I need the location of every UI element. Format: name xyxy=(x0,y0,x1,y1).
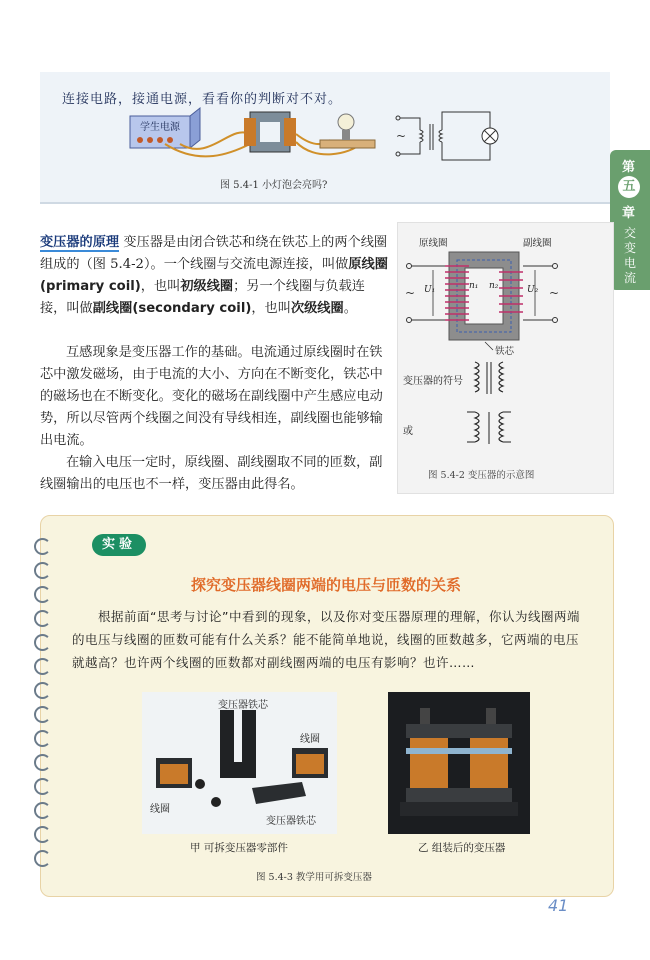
paragraph-voltage-turns: 在输入电压一定时，原线圈、副线圈取不同的匝数，副线圈输出的电压也不一样，变压器由此得名。 xyxy=(40,455,383,492)
chapter-tab xyxy=(610,150,650,290)
label-coil-right: 线圈 xyxy=(300,734,320,745)
label-primary-coil: 原线圈 xyxy=(419,238,448,249)
experiment-title: 探究变压器线圈两端的电压与匝数的关系 xyxy=(190,576,461,594)
figure-caption-5-4-3: 图 5.4-3 教学用可拆变压器 xyxy=(256,872,372,883)
chapter-suffix: 章 xyxy=(622,206,636,221)
label-core-bottom: 变压器铁芯 xyxy=(266,816,316,827)
paragraph-text: 变压器是由闭合铁芯和绕在铁芯上的两个线圈组成的（图 5.4-2）。一个线圈与交流电源连接，叫做 xyxy=(40,235,388,272)
label-n1: n₁ xyxy=(469,281,479,291)
term-secondary-coil-en: (secondary coil) xyxy=(132,301,252,316)
label-core-top: 变压器铁芯 xyxy=(218,700,268,711)
figure-caption-5-4-1: 图 5.4-1 小灯泡会亮吗? xyxy=(220,180,328,191)
label-coil-left: 线圈 xyxy=(150,804,170,815)
label-ac-input: ~ xyxy=(405,286,416,300)
paragraph-mutual-induction: 互感现象是变压器工作的基础。电流通过原线圈时在铁芯中激发磁场，由于电流的大小、方向在不断变化，铁芯中的磁场也在不断变化。变化的磁场在副线圈中产生感应电动势，所以尽管两个线圈之间没有导线相连，副线圈也能够输出电流。 xyxy=(40,345,383,448)
label-iron-core: 铁芯 xyxy=(495,346,515,357)
page-number: 41 xyxy=(548,896,569,915)
exercise-instruction: 连接电路，接通电源，看看你的判断对不对。 xyxy=(62,92,343,107)
chapter-number-badge: 五 xyxy=(618,176,640,198)
label-ac-output: ~ xyxy=(549,286,560,300)
label-transformer-symbol: 变压器的符号 xyxy=(403,376,463,387)
paragraph-text: 。 xyxy=(343,301,357,316)
term-sub-coil: 次级线圈 xyxy=(290,301,344,316)
term-primary-coil: 原线圈 xyxy=(348,257,388,272)
photo-caption-b: 乙 组装后的变压器 xyxy=(418,842,506,854)
photo-transformer-parts xyxy=(142,692,337,834)
section-heading: 变压器的原理 xyxy=(40,235,120,250)
label-n2: n₂ xyxy=(489,281,499,291)
transformer-diagram xyxy=(397,222,612,462)
label-u2: U₂ xyxy=(527,285,539,295)
label-secondary-coil: 副线圈 xyxy=(523,238,552,249)
term-initial-coil: 初级线圈 xyxy=(180,279,234,294)
paragraph-text: ，也叫 xyxy=(251,301,291,316)
photo-caption-a: 甲 可拆变压器零部件 xyxy=(190,842,288,854)
circuit-schematic xyxy=(390,104,510,166)
paragraph-transformer-principle xyxy=(40,232,390,320)
experiment-text: 根据前面“思考与讨论”中看到的现象，以及你对变压器原理的理解，你认为线圈两端的电压与线圈的匝数可能有什么关系？能不能简单地说，线圈的匝数越多，它两端的电压就越高？也许两个线圈的匝数都对副线圈两端的电压有影响？也许…… xyxy=(72,609,580,670)
label-or: 或 xyxy=(403,426,413,437)
circuit-illustration xyxy=(120,104,380,168)
svg-text:~: ~ xyxy=(396,129,407,143)
chapter-title: 交变电流 xyxy=(624,226,637,285)
photo-assembled-transformer xyxy=(388,692,530,834)
paragraph-text: ，也叫 xyxy=(140,279,181,294)
experiment-badge: 实验 xyxy=(92,534,146,556)
figure-caption-5-4-2: 图 5.4-2 变压器的示意图 xyxy=(428,470,535,481)
paragraph-text: ；另一个线圈与负载连接，叫做 xyxy=(40,279,365,316)
power-supply-label: 学生电源 xyxy=(140,122,180,133)
label-u1: U₁ xyxy=(424,285,436,295)
chapter-prefix: 第 xyxy=(622,160,636,175)
term-primary-coil-en: (primary coil) xyxy=(40,279,141,294)
term-secondary-coil: 副线圈 xyxy=(92,301,133,316)
